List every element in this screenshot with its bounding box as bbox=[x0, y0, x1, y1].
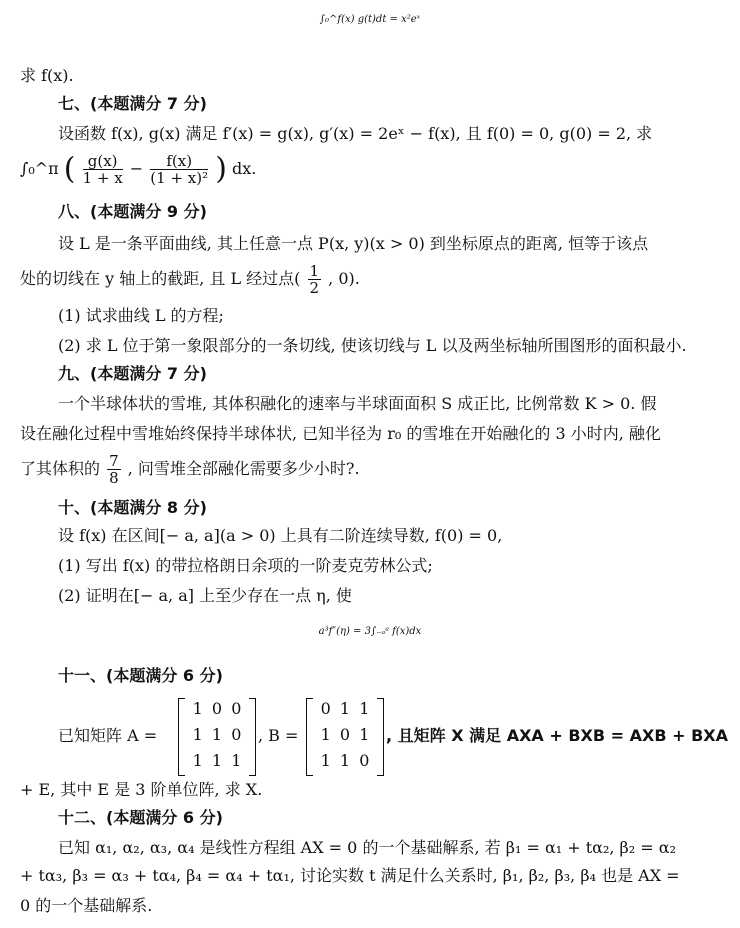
q8-frac bbox=[308, 263, 322, 296]
matrix-b-cell: 1 bbox=[359, 725, 370, 744]
matrix-b-cell: 1 bbox=[339, 699, 351, 718]
q10-item2: (2) 证明在[− a, a] 上至少存在一点 η, 使 bbox=[58, 586, 352, 605]
q8-item2: (2) 求 L 位于第一象限部分的一条切线, 使该切线与 L 以及两坐标轴所围图形的面积最小. bbox=[58, 336, 687, 355]
q7-frac2-den: (1 + x)² bbox=[150, 169, 209, 187]
q11-pre: 已知矩阵 A = bbox=[58, 726, 158, 745]
matrix-b-cell: 1 bbox=[320, 751, 331, 770]
q10-formula: a³f″(η) = 3∫₋ₐᵃ f(x)dx bbox=[318, 626, 422, 637]
matrix-a-cell: 1 bbox=[231, 751, 242, 770]
q9-frac-num: 7 bbox=[109, 452, 119, 470]
q9-frac-den: 8 bbox=[109, 469, 119, 487]
top-formula: ∫₀^f(x) g(t)dt = x²eˣ bbox=[319, 14, 421, 25]
q8-line1: 设 L 是一条平面曲线, 其上任意一点 P(x, y)(x > 0) 到坐标原点的距离, 恒等于该点 bbox=[58, 234, 649, 253]
matrix-b-cell: 0 bbox=[359, 751, 370, 770]
q8-frac-num: 1 bbox=[309, 262, 320, 280]
q8-heading: 八、(本题满分 9 分) bbox=[58, 202, 207, 221]
matrix-b-bracket-left bbox=[306, 698, 313, 776]
q7-minus: − bbox=[129, 159, 144, 178]
q9-line2: 设在融化过程中雪堆始终保持半球体状, 已知半径为 r₀ 的雪堆在开始融化的 3 小时内, 融化 bbox=[20, 424, 661, 443]
q7-frac1-num: g(x) bbox=[83, 153, 123, 170]
matrix-a-cell: 0 bbox=[231, 725, 242, 744]
q11-heading: 十一、(本题满分 6 分) bbox=[58, 666, 223, 685]
matrix-a-cell: 1 bbox=[192, 725, 203, 744]
q10-item1: (1) 写出 f(x) 的带拉格朗日余项的一阶麦克劳林公式; bbox=[58, 556, 433, 575]
matrix-a-row bbox=[188, 725, 246, 744]
matrix-b-bracket-right bbox=[377, 698, 384, 776]
q7-frac1 bbox=[83, 153, 123, 186]
q8-line2 bbox=[20, 262, 360, 296]
matrix-a-bracket-left bbox=[178, 698, 185, 776]
q8-line2-post: , 0). bbox=[328, 269, 360, 288]
q12-line1: 已知 α₁, α₂, α₃, α₄ 是线性方程组 AX = 0 的一个基础解系, 若 β₁ = α₁ + tα₂, β₂ = α₂ bbox=[58, 838, 677, 857]
matrix-a-cell: 1 bbox=[192, 751, 203, 770]
matrix-a-cell: 0 bbox=[211, 699, 223, 718]
matrix-b-cell: 0 bbox=[320, 699, 331, 718]
q7-tail: dx. bbox=[232, 159, 257, 178]
q11-line2: + E, 其中 E 是 3 阶单位阵, 求 X. bbox=[20, 780, 263, 799]
q7-paren-open: ( bbox=[63, 151, 76, 187]
q8-item1: (1) 试求曲线 L 的方程; bbox=[58, 306, 224, 325]
matrix-b bbox=[306, 698, 384, 776]
matrix-a-row bbox=[188, 699, 246, 718]
matrix-b-row bbox=[316, 725, 374, 744]
q7-integral: ∫₀^π bbox=[20, 159, 59, 178]
q12-line2: + tα₃, β₃ = α₃ + tα₄, β₄ = α₄ + tα₁, 讨论实数 t 满足什么关系时, β₁, β₂, β₃, β₄ 也是 AX = bbox=[20, 866, 680, 885]
q9-line3 bbox=[20, 452, 360, 486]
q7-frac2-num: f(x) bbox=[150, 153, 208, 170]
matrix-a-bracket-right bbox=[249, 698, 256, 776]
matrix-a bbox=[178, 698, 256, 776]
q9-line3-post: , 问雪堆全部融化需要多少小时?. bbox=[127, 459, 360, 478]
matrix-b-cell: 0 bbox=[339, 725, 351, 744]
matrix-a-cell: 0 bbox=[231, 699, 242, 718]
q11-mid: , B = bbox=[258, 726, 299, 745]
matrix-b-cell: 1 bbox=[359, 699, 370, 718]
q7-heading: 七、(本题满分 7 分) bbox=[58, 94, 207, 113]
matrix-b-cell: 1 bbox=[320, 725, 331, 744]
q9-heading: 九、(本题满分 7 分) bbox=[58, 364, 207, 383]
matrix-a-cell: 1 bbox=[211, 751, 223, 770]
q7-line2 bbox=[20, 152, 256, 186]
q7-frac1-den: 1 + x bbox=[82, 169, 123, 187]
matrix-a-cell: 1 bbox=[211, 725, 223, 744]
matrix-a-row bbox=[188, 751, 246, 770]
q12-heading: 十二、(本题满分 6 分) bbox=[58, 808, 223, 827]
q8-line2-pre: 处的切线在 y 轴上的截距, 且 L 经过点( bbox=[20, 269, 301, 288]
q12-line3: 0 的一个基础解系. bbox=[20, 896, 153, 915]
q7-line1: 设函数 f(x), g(x) 满足 f′(x) = g(x), g′(x) = 2eˣ − f(x), 且 f(0) = 0, g(0) = 2, 求 bbox=[58, 124, 653, 143]
q8-frac-den: 2 bbox=[309, 279, 320, 297]
q10-line1: 设 f(x) 在区间[− a, a](a > 0) 上具有二阶连续导数, f(0) = 0, bbox=[58, 526, 503, 545]
matrix-b-cell: 1 bbox=[339, 751, 351, 770]
q9-frac bbox=[107, 453, 121, 486]
q9-line3-pre: 了其体积的 bbox=[20, 459, 101, 478]
q7-paren-close: ) bbox=[215, 151, 227, 187]
q10-heading: 十、(本题满分 8 分) bbox=[58, 498, 207, 517]
matrix-a-cell: 1 bbox=[192, 699, 203, 718]
q11-post: , 且矩阵 X 满足 AXA + BXB = AXB + BXA bbox=[386, 726, 728, 745]
matrix-b-row bbox=[316, 699, 374, 718]
matrix-b-row bbox=[316, 751, 374, 770]
q6-end: 求 f(x). bbox=[20, 66, 74, 85]
q7-frac2 bbox=[150, 153, 208, 186]
q9-line1: 一个半球体状的雪堆, 其体积融化的速率与半球面面积 S 成正比, 比例常数 K > 0. 假 bbox=[58, 394, 657, 413]
